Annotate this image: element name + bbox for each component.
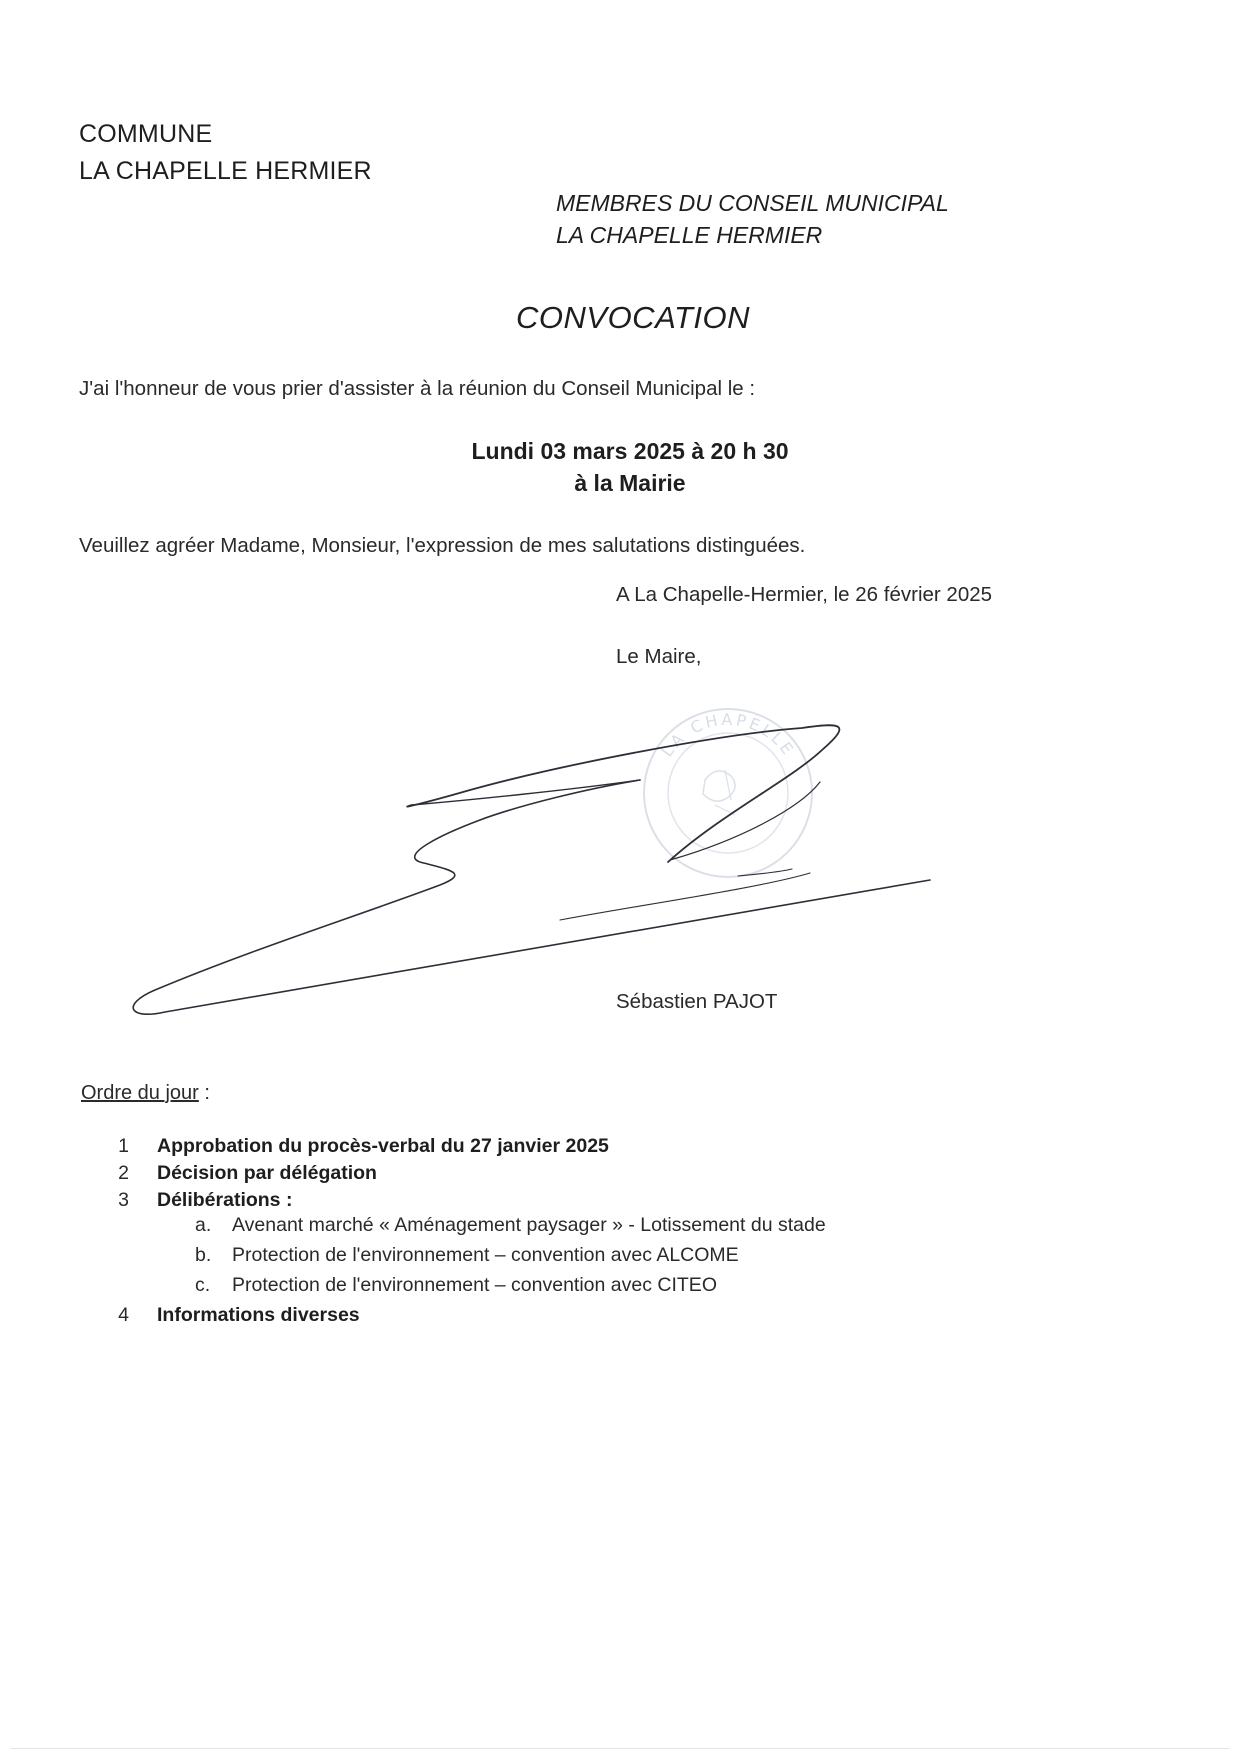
meeting-place: à la Mairie (574, 470, 686, 496)
agenda-subitem-label: Protection de l'environnement – convention avec ALCOME (232, 1244, 739, 1266)
agenda-item-number: 3 (118, 1189, 129, 1211)
sender-town: LA CHAPELLE HERMIER (79, 157, 372, 185)
document-title: CONVOCATION (516, 300, 750, 335)
agenda-item-number: 4 (118, 1304, 129, 1326)
meeting-datetime: Lundi 03 mars 2025 à 20 h 30 (471, 438, 789, 464)
seal-text: LA CHAPELLE (657, 709, 799, 761)
closing-text: Veuillez agréer Madame, Monsieur, l'expression de mes salutations distinguées. (79, 534, 806, 557)
agenda-item-label: Décision par délégation (157, 1162, 377, 1184)
agenda-item-number: 2 (118, 1162, 129, 1184)
sender-commune: COMMUNE (79, 120, 213, 148)
signatory-name: Sébastien PAJOT (616, 990, 778, 1013)
agenda-item-label: Approbation du procès-verbal du 27 janvier 2025 (157, 1135, 609, 1157)
agenda-subitem-letter: b. (195, 1244, 212, 1266)
agenda-item-label: Délibérations : (157, 1189, 293, 1211)
agenda-subitem-letter: c. (195, 1274, 211, 1296)
signatory-role: Le Maire, (616, 645, 702, 668)
recipient-council: MEMBRES DU CONSEIL MUNICIPAL (556, 190, 949, 216)
agenda-subitem-letter: a. (195, 1214, 212, 1236)
agenda-subitem-label: Avenant marché « Aménagement paysager » - Lotissement du stade (232, 1214, 826, 1236)
agenda-heading-text: Ordre du jour (81, 1082, 199, 1104)
agenda-heading (81, 1082, 210, 1105)
intro-text: J'ai l'honneur de vous prier d'assister à la réunion du Conseil Municipal le : (79, 377, 756, 400)
agenda-heading-suffix: : (198, 1082, 210, 1104)
svg-text:LA CHAPELLE (657, 710, 798, 760)
mayor-seal (644, 709, 812, 877)
page-bottom-edge (10, 1748, 1230, 1749)
agenda-item-label: Informations diverses (157, 1304, 360, 1326)
recipient-town: LA CHAPELLE HERMIER (556, 222, 823, 248)
agenda-item-number: 1 (118, 1135, 129, 1157)
agenda-subitem-label: Protection de l'environnement – convention avec CITEO (232, 1274, 717, 1296)
place-date: A La Chapelle-Hermier, le 26 février 2025 (616, 583, 993, 606)
